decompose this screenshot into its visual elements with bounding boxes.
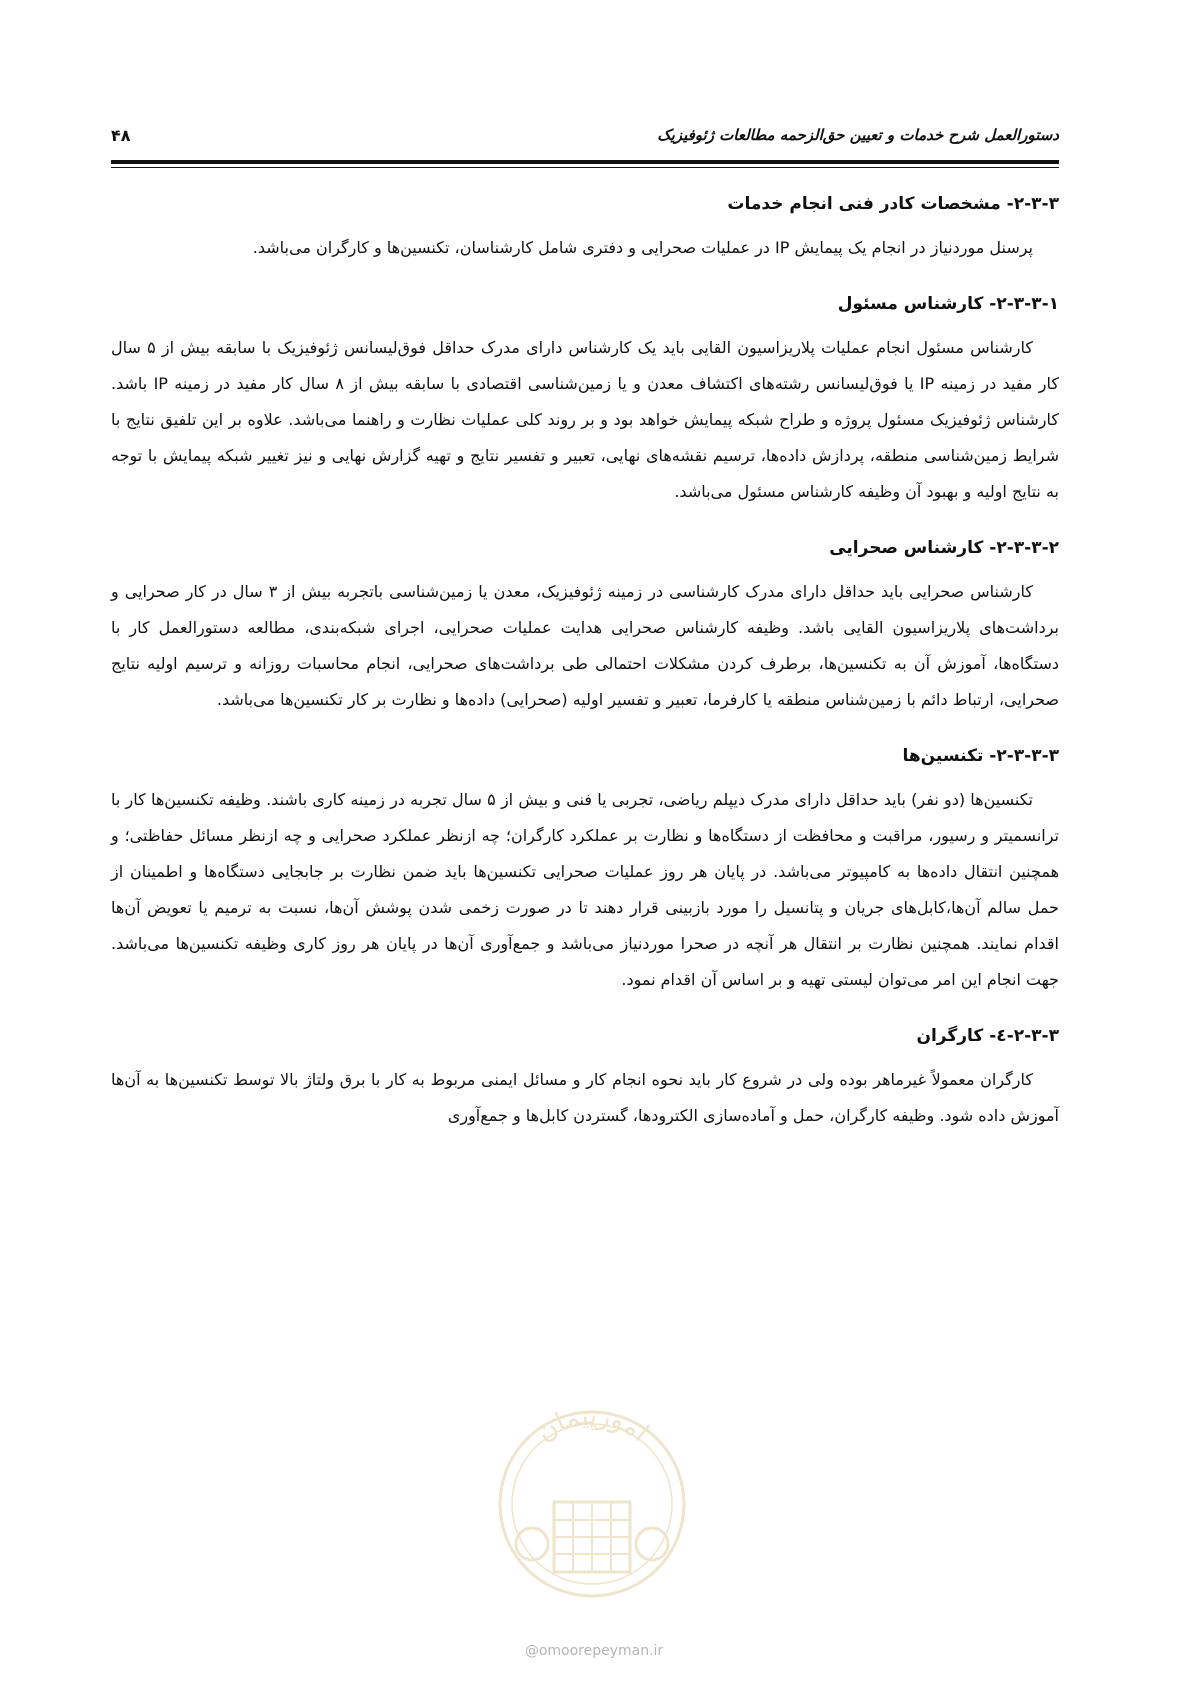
page-number: ۴۸ [111, 126, 131, 145]
header-rule-thick [111, 160, 1059, 164]
section-paragraph-technicians: تکنسین‌ها (دو نفر) باید حداقل دارای مدرک دیپلم ریاضی، تجربی یا فنی و بیش از ۵ سال تجربه در زمینه کاری باشند. وظیفه تکنسین‌ها کار با ترانسمیتر و رسیور، مراقبت و محافظت از دستگاه‌ها و نظارت بر عملکرد کارگران؛ چه ازنظر عملکرد صحرایی و چه ازنظر مسائل حفاظتی؛ و همچنین انتقال داده‌ها به کامپیوتر می‌باشد. در پایان هر روز عملیات صحرایی تکنسین‌ها باید ضمن نظارت بر جابجایی دستگاه‌ها و اطمینان از حمل سالم آن‌ها،کابل‌های جریان و پتانسیل را مورد بازبینی قرار دهند تا در صورت زخمی شدن پوشش آن‌ها، نسبت به ترمیم یا تعویض آن‌ها اقدام نمایند. همچنین نظارت بر انتقال هر آنچه در صحرا موردنیاز می‌باشد و جمع‌آوری آن‌ها در پایان هر روز کاری وظیفه تکنسین‌ها می‌باشد. جهت انجام این امر می‌توان لیستی تهیه و بر اساس آن اقدام نمود. [111, 790, 1059, 989]
section-heading-personnel: ۲-۳-۳- مشخصات کادر فنی انجام خدمات [727, 194, 1059, 214]
svg-text:امورپیمان [531, 1401, 654, 1448]
section-paragraph-field-expert: کارشناس صحرایی باید حداقل دارای مدرک کارشناسی در زمینه ژئوفیزیک، معدن یا زمین‌شناسی باتجربه بیش از ۳ سال در کار صحرایی و برداشت‌های پلاریزاسیون القایی باشد. وظیفه کارشناس صحرایی هدایت عملیات صحرایی، اجرای شبکه‌بندی، مطالعه دستورالعمل کار با دستگاه‌ها، آموزش آن به تکنسین‌ها، برطرف کردن مشکلات احتمالی طی برداشت‌های صحرایی، انجام محاسبات روزانه و ترسیم اولیه نتایج صحرایی، ارتباط دائم با زمین‌شناس منطقه یا کارفرما، تعبیر و تفسیر اولیه (صحرایی) داده‌ها و نظارت بر کار تکنسین‌ها می‌باشد. [111, 582, 1059, 709]
running-title: دستورالعمل شرح خدمات و تعیین حق‌الزحمه مطالعات ژئوفیزیک [657, 126, 1059, 144]
watermark-text: امورپیمان [530, 1400, 655, 1448]
header-rule-thin [111, 167, 1059, 168]
page-body [111, 190, 1059, 1134]
section-heading-chief-expert: ۲-۳-۳-۱- کارشناس مسئول [837, 294, 1059, 314]
section-heading-field-expert: ۲-۳-۳-۲- کارشناس صحرایی [829, 538, 1059, 558]
section-heading-workers: ۲-۳-۳-٤- کارگران [916, 1026, 1059, 1046]
section-paragraph-chief-expert: کارشناس مسئول انجام عملیات پلاریزاسیون القایی باید یک کارشناس دارای مدرک حداقل فوق‌لیسانس ژئوفیزیک با سابقه بیش از ۵ سال کار مفید در زمینه IP یا فوق‌لیسانس رشته‌های اکتشاف معدن و یا زمین‌شناسی اقتصادی با سابقه بیش از ۸ سال کار مفید در زمینه IP باشد. کارشناس ژئوفیزیک مسئول پروژه و طراح شبکه پیمایش خواهد بود و بر روند کلی عملیات نظارت و راهنما می‌باشد. علاوه بر این تلفیق نتایج با شرایط زمین‌شناسی منطقه، پردازش داده‌ها، ترسیم نقشه‌های نهایی، تعبیر و تفسیر نتایج و تهیه گزارش نهایی و نیز تغییر شبکه پیمایش با توجه به نتایج اولیه و بهبود آن وظیفه کارشناس مسئول می‌باشد. [111, 338, 1059, 501]
section-heading-technicians: ۲-۳-۳-۳- تکنسین‌ها [902, 746, 1059, 766]
section-paragraph-workers: کارگران معمولاً غیرماهر بوده ولی در شروع کار باید نحوه انجام کار و مسائل ایمنی مربوط به کار با برق ولتاژ بالا توسط تکنسین‌ها به آن‌ها آموزش داده شود. وظیفه کارگران، حمل و آماده‌سازی الکترودها، گستردن کابل‌ها و جمع‌آوری [111, 1070, 1059, 1125]
page-header [111, 126, 1059, 152]
watermark-url: @omoorepeyman.ir [524, 1643, 664, 1659]
section-paragraph-personnel: پرسنل موردنیاز در انجام یک پیمایش IP در عملیات صحرایی و دفتری شامل کارشناسان، تکنسین‌ها و کارگران می‌باشد. [252, 238, 1033, 257]
watermark-logo [492, 1384, 692, 1624]
